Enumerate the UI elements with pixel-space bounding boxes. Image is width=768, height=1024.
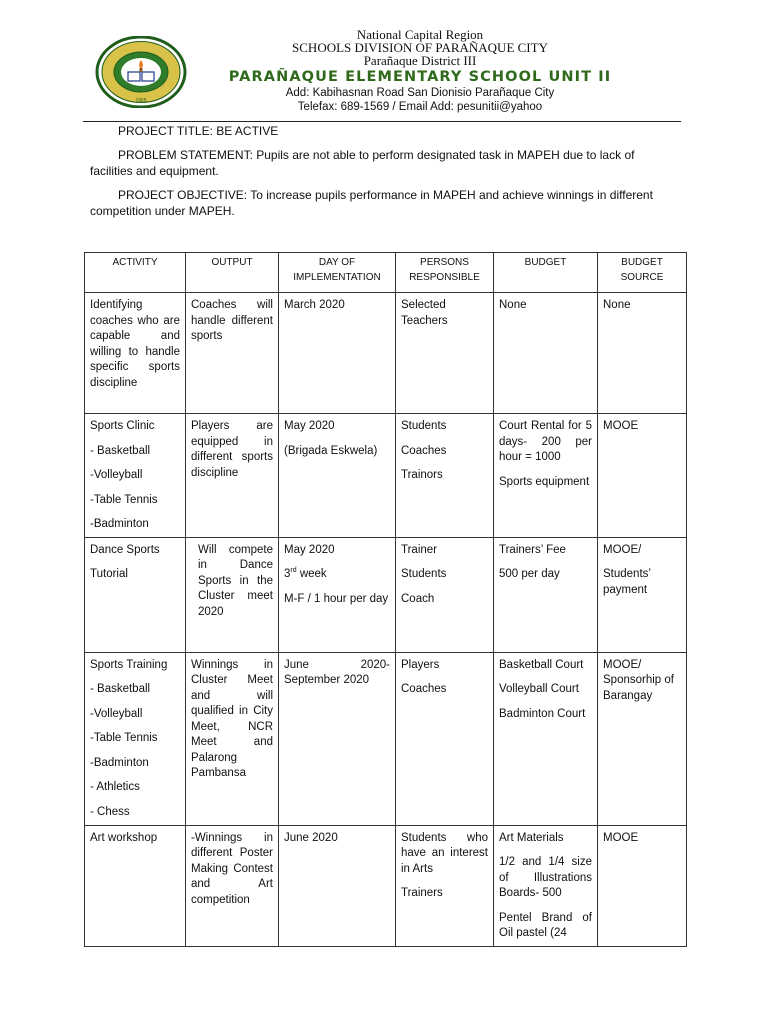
svg-text:1965: 1965 <box>135 98 147 104</box>
action-plan-table <box>84 252 687 947</box>
letterhead <box>200 28 640 114</box>
school-seal-logo <box>95 36 187 108</box>
cell-persons: Players Coaches <box>396 652 494 825</box>
school-name: PARAÑAQUE ELEMENTARY SCHOOL UNIT II <box>228 69 612 85</box>
header-divider <box>83 121 681 122</box>
cell-day: March 2020 <box>279 293 396 414</box>
cell-day: June 2020-September 2020 <box>279 652 396 825</box>
project-objective: PROJECT OBJECTIVE: To increase pupils performance in MAPEH and achieve winnings in different competition under MAPEH. <box>90 188 653 218</box>
cell-output: Players are equipped in different sports discipline <box>186 414 279 538</box>
cell-source: MOOE/ Sponsorhip of Barangay <box>598 652 687 825</box>
header-activity: ACTIVITY <box>85 253 186 293</box>
cell-activity: Identifying coaches who are capable and willing to handle specific sports discipline <box>85 293 186 414</box>
cell-persons: Selected Teachers <box>396 293 494 414</box>
cell-budget: Trainers’ Fee 500 per day <box>494 537 598 652</box>
school-address: Add: Kabihasnan Road San Dionisio Parañaque City <box>285 87 555 99</box>
cell-budget: Court Rental for 5 days- 200 per hour = 1000 Sports equipment <box>494 414 598 538</box>
header-source: BUDGET SOURCE <box>598 253 687 293</box>
cell-persons: Students who have an interest in Arts Trainers <box>396 825 494 946</box>
cell-budget: None <box>494 293 598 414</box>
region-label: National Capital Region <box>356 27 484 42</box>
cell-budget: Basketball Court Volleyball Court Badminton Court <box>494 652 598 825</box>
project-title: PROJECT TITLE: BE ACTIVE <box>118 124 279 138</box>
cell-output: Coaches will handle different sports <box>186 293 279 414</box>
cell-activity: Sports Clinic - Basketball -Volleyball -Table Tennis -Badminton <box>85 414 186 538</box>
table-row <box>85 293 687 414</box>
header-budget: BUDGET <box>494 253 598 293</box>
problem-statement: PROBLEM STATEMENT: Pupils are not able to perform designated task in MAPEH due to lack of facilities and equipment. <box>90 148 635 178</box>
table-row <box>85 652 687 825</box>
cell-persons: Trainer Students Coach <box>396 537 494 652</box>
cell-source: None <box>598 293 687 414</box>
cell-persons: Students Coaches Trainors <box>396 414 494 538</box>
cell-source: MOOE/ Students’ payment <box>598 537 687 652</box>
header-persons: PERSONS RESPONSIBLE <box>396 253 494 293</box>
cell-source: MOOE <box>598 825 687 946</box>
division-label: SCHOOLS DIVISION OF PARAÑAQUE CITY <box>292 40 548 55</box>
school-contact: Telefax: 689-1569 / Email Add: pesunitii@yahoo <box>297 101 543 113</box>
header-output: OUTPUT <box>186 253 279 293</box>
district-label: Parañaque District III <box>363 53 477 68</box>
cell-day: May 2020 (Brigada Eskwela) <box>279 414 396 538</box>
cell-activity: Art workshop <box>85 825 186 946</box>
header-day: DAY OF IMPLEMENTATION <box>279 253 396 293</box>
table-row <box>85 414 687 538</box>
cell-output: -Winnings in different Poster Making Contest and Art competition <box>186 825 279 946</box>
table-row <box>85 537 687 652</box>
table-header-row <box>85 253 687 293</box>
cell-day: May 2020 3rd week M-F / 1 hour per day <box>279 537 396 652</box>
cell-activity: Sports Training - Basketball -Volleyball -Table Tennis -Badminton - Athletics - Chess <box>85 652 186 825</box>
cell-activity: Dance Sports Tutorial <box>85 537 186 652</box>
cell-output: Will compete in Dance Sports in the Cluster meet 2020 <box>186 537 279 652</box>
cell-budget: Art Materials 1/2 and 1/4 size of Illustrations Boards- 500 Pentel Brand of Oil pastel (24 <box>494 825 598 946</box>
table-row <box>85 825 687 946</box>
cell-day: June 2020 <box>279 825 396 946</box>
cell-output: Winnings in Cluster Meet and will qualified in City Meet, NCR Meet and Palarong Pambansa <box>186 652 279 825</box>
cell-source: MOOE <box>598 414 687 538</box>
